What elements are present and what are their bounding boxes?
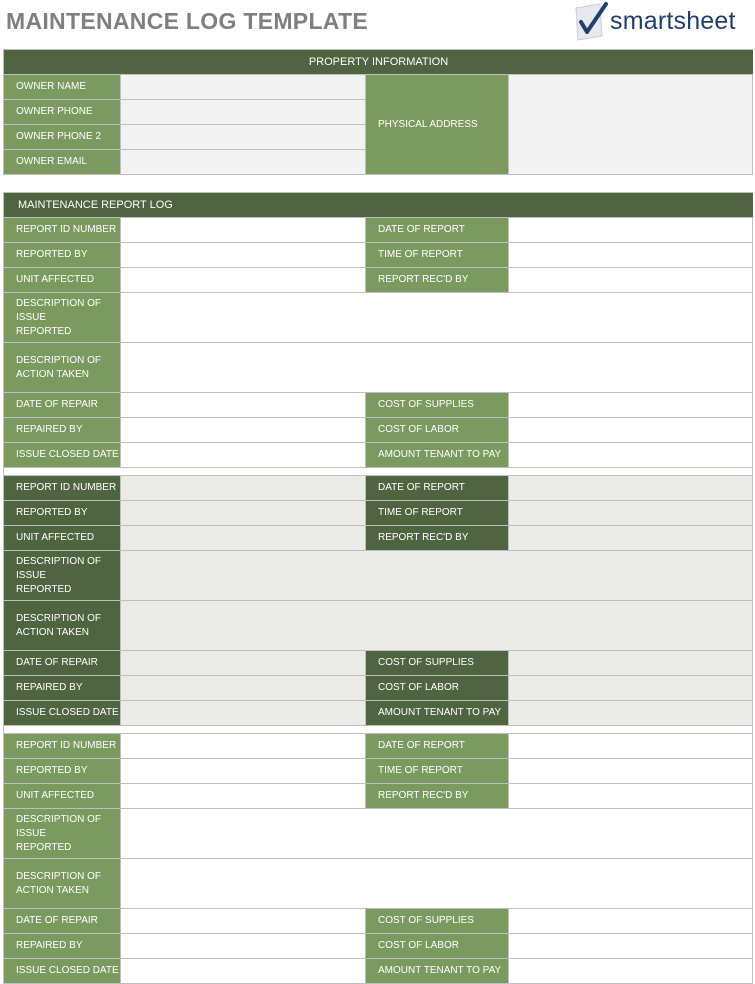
cost-of-labor-field[interactable] — [509, 676, 753, 701]
page-title: MAINTENANCE LOG TEMPLATE — [6, 8, 368, 34]
cost-of-supplies-label: COST OF SUPPLIES — [366, 909, 509, 934]
report-recd-by-label: REPORT REC'D BY — [366, 526, 509, 551]
time-of-report-field[interactable] — [509, 243, 753, 268]
reported-by-field[interactable] — [121, 501, 366, 526]
report-entry — [4, 476, 753, 726]
owner-email-field[interactable] — [121, 150, 366, 175]
cost-of-supplies-field[interactable] — [509, 393, 753, 418]
time-of-report-field[interactable] — [509, 501, 753, 526]
report-recd-by-field[interactable] — [509, 784, 753, 809]
report-recd-by-field[interactable] — [509, 268, 753, 293]
report-id-row — [4, 734, 753, 759]
date-of-repair-field[interactable] — [121, 393, 366, 418]
smartsheet-logo — [574, 2, 754, 42]
repaired-by-field[interactable] — [121, 934, 366, 959]
repaired-by-label: REPAIRED BY — [4, 418, 121, 443]
report-id-number-field[interactable] — [121, 734, 366, 759]
issue-closed-date-field[interactable] — [121, 959, 366, 984]
logo-text: smartsheet — [610, 7, 736, 35]
cost-of-labor-label: COST OF LABOR — [366, 418, 509, 443]
physical-address-field[interactable] — [509, 75, 753, 175]
owner-phone-2-field[interactable] — [121, 125, 366, 150]
entry-spacer — [4, 726, 753, 734]
date-of-repair-label: DATE OF REPAIR — [4, 651, 121, 676]
description-action-taken-field[interactable] — [121, 859, 753, 909]
cost-of-labor-field[interactable] — [509, 934, 753, 959]
repaired-by-label: REPAIRED BY — [4, 934, 121, 959]
cost-of-supplies-field[interactable] — [509, 909, 753, 934]
report-id-number-label: REPORT ID NUMBER — [4, 734, 121, 759]
unit-affected-field[interactable] — [121, 526, 366, 551]
description-issue-reported-field[interactable] — [121, 551, 753, 601]
amount-tenant-to-pay-field[interactable] — [509, 701, 753, 726]
amount-tenant-to-pay-label: AMOUNT TENANT TO PAY — [366, 701, 509, 726]
reported-by-field[interactable] — [121, 243, 366, 268]
amount-tenant-to-pay-field[interactable] — [509, 959, 753, 984]
issue-closed-date-label: ISSUE CLOSED DATE — [4, 959, 121, 984]
report-id-row — [4, 476, 753, 501]
issue-closed-date-field[interactable] — [121, 701, 366, 726]
report-recd-by-label: REPORT REC'D BY — [366, 784, 509, 809]
unit-affected-row — [4, 784, 753, 809]
property-information-header: PROPERTY INFORMATION — [4, 50, 753, 75]
description-issue-reported-label: DESCRIPTION OF ISSUE REPORTED — [4, 809, 121, 859]
issue-reported-row — [4, 293, 753, 343]
date-of-report-label: DATE OF REPORT — [366, 218, 509, 243]
cost-of-supplies-label: COST OF SUPPLIES — [366, 651, 509, 676]
repaired-by-row — [4, 676, 753, 701]
date-of-repair-field[interactable] — [121, 909, 366, 934]
maintenance-report-log-header: MAINTENANCE REPORT LOG — [4, 193, 753, 218]
repaired-by-row — [4, 934, 753, 959]
unit-affected-label: UNIT AFFECTED — [4, 784, 121, 809]
owner-phone-label: OWNER PHONE — [4, 100, 121, 125]
date-of-repair-label: DATE OF REPAIR — [4, 909, 121, 934]
cost-of-labor-field[interactable] — [509, 418, 753, 443]
issue-closed-row — [4, 701, 753, 726]
action-taken-row — [4, 601, 753, 651]
unit-affected-label: UNIT AFFECTED — [4, 268, 121, 293]
date-of-repair-row — [4, 909, 753, 934]
unit-affected-label: UNIT AFFECTED — [4, 526, 121, 551]
issue-reported-row — [4, 551, 753, 601]
report-recd-by-field[interactable] — [509, 526, 753, 551]
report-id-number-label: REPORT ID NUMBER — [4, 218, 121, 243]
reported-by-row — [4, 243, 753, 268]
report-id-number-field[interactable] — [121, 218, 366, 243]
owner-name-label: OWNER NAME — [4, 75, 121, 100]
repaired-by-field[interactable] — [121, 418, 366, 443]
time-of-report-label: TIME OF REPORT — [366, 759, 509, 784]
issue-closed-row — [4, 443, 753, 468]
physical-address-label: PHYSICAL ADDRESS — [366, 75, 509, 175]
checkmark-logo-icon — [574, 2, 610, 42]
repaired-by-label: REPAIRED BY — [4, 676, 121, 701]
report-id-row — [4, 218, 753, 243]
maintenance-report-log-section — [3, 192, 753, 984]
report-recd-by-label: REPORT REC'D BY — [366, 268, 509, 293]
issue-closed-date-label: ISSUE CLOSED DATE — [4, 443, 121, 468]
issue-reported-row — [4, 809, 753, 859]
action-taken-row — [4, 343, 753, 393]
description-action-taken-field[interactable] — [121, 343, 753, 393]
time-of-report-label: TIME OF REPORT — [366, 243, 509, 268]
description-action-taken-label: DESCRIPTION OF ACTION TAKEN — [4, 601, 121, 651]
date-of-repair-row — [4, 651, 753, 676]
repaired-by-field[interactable] — [121, 676, 366, 701]
cost-of-labor-label: COST OF LABOR — [366, 676, 509, 701]
reported-by-row — [4, 501, 753, 526]
amount-tenant-to-pay-label: AMOUNT TENANT TO PAY — [366, 959, 509, 984]
reported-by-label: REPORTED BY — [4, 759, 121, 784]
date-of-repair-field[interactable] — [121, 651, 366, 676]
amount-tenant-to-pay-label: AMOUNT TENANT TO PAY — [366, 443, 509, 468]
amount-tenant-to-pay-field[interactable] — [509, 443, 753, 468]
description-action-taken-field[interactable] — [121, 601, 753, 651]
unit-affected-row — [4, 268, 753, 293]
issue-closed-date-field[interactable] — [121, 443, 366, 468]
report-id-number-label: REPORT ID NUMBER — [4, 476, 121, 501]
issue-closed-date-label: ISSUE CLOSED DATE — [4, 701, 121, 726]
time-of-report-field[interactable] — [509, 759, 753, 784]
description-action-taken-label: DESCRIPTION OF ACTION TAKEN — [4, 343, 121, 393]
description-issue-reported-field[interactable] — [121, 809, 753, 859]
unit-affected-row — [4, 526, 753, 551]
reported-by-row — [4, 759, 753, 784]
report-entry — [4, 734, 753, 984]
cost-of-supplies-field[interactable] — [509, 651, 753, 676]
owner-phone-field[interactable] — [121, 100, 366, 125]
owner-email-label: OWNER EMAIL — [4, 150, 121, 175]
cost-of-supplies-label: COST OF SUPPLIES — [366, 393, 509, 418]
cost-of-labor-label: COST OF LABOR — [366, 934, 509, 959]
property-information-section — [3, 49, 753, 175]
date-of-report-label: DATE OF REPORT — [366, 734, 509, 759]
date-of-report-field[interactable] — [509, 734, 753, 759]
description-issue-reported-label: DESCRIPTION OF ISSUE REPORTED — [4, 293, 121, 343]
issue-closed-row — [4, 959, 753, 984]
description-action-taken-label: DESCRIPTION OF ACTION TAKEN — [4, 859, 121, 909]
time-of-report-label: TIME OF REPORT — [366, 501, 509, 526]
date-of-report-field[interactable] — [509, 218, 753, 243]
date-of-repair-row — [4, 393, 753, 418]
entry-spacer — [4, 468, 753, 476]
reported-by-label: REPORTED BY — [4, 501, 121, 526]
owner-phone-2-label: OWNER PHONE 2 — [4, 125, 121, 150]
date-of-report-field[interactable] — [509, 476, 753, 501]
reported-by-label: REPORTED BY — [4, 243, 121, 268]
unit-affected-field[interactable] — [121, 268, 366, 293]
date-of-repair-label: DATE OF REPAIR — [4, 393, 121, 418]
unit-affected-field[interactable] — [121, 784, 366, 809]
report-id-number-field[interactable] — [121, 476, 366, 501]
reported-by-field[interactable] — [121, 759, 366, 784]
report-entry — [4, 218, 753, 468]
description-issue-reported-label: DESCRIPTION OF ISSUE REPORTED — [4, 551, 121, 601]
date-of-report-label: DATE OF REPORT — [366, 476, 509, 501]
repaired-by-row — [4, 418, 753, 443]
description-issue-reported-field[interactable] — [121, 293, 753, 343]
report-blocks — [4, 218, 753, 984]
action-taken-row — [4, 859, 753, 909]
owner-name-field[interactable] — [121, 75, 366, 100]
